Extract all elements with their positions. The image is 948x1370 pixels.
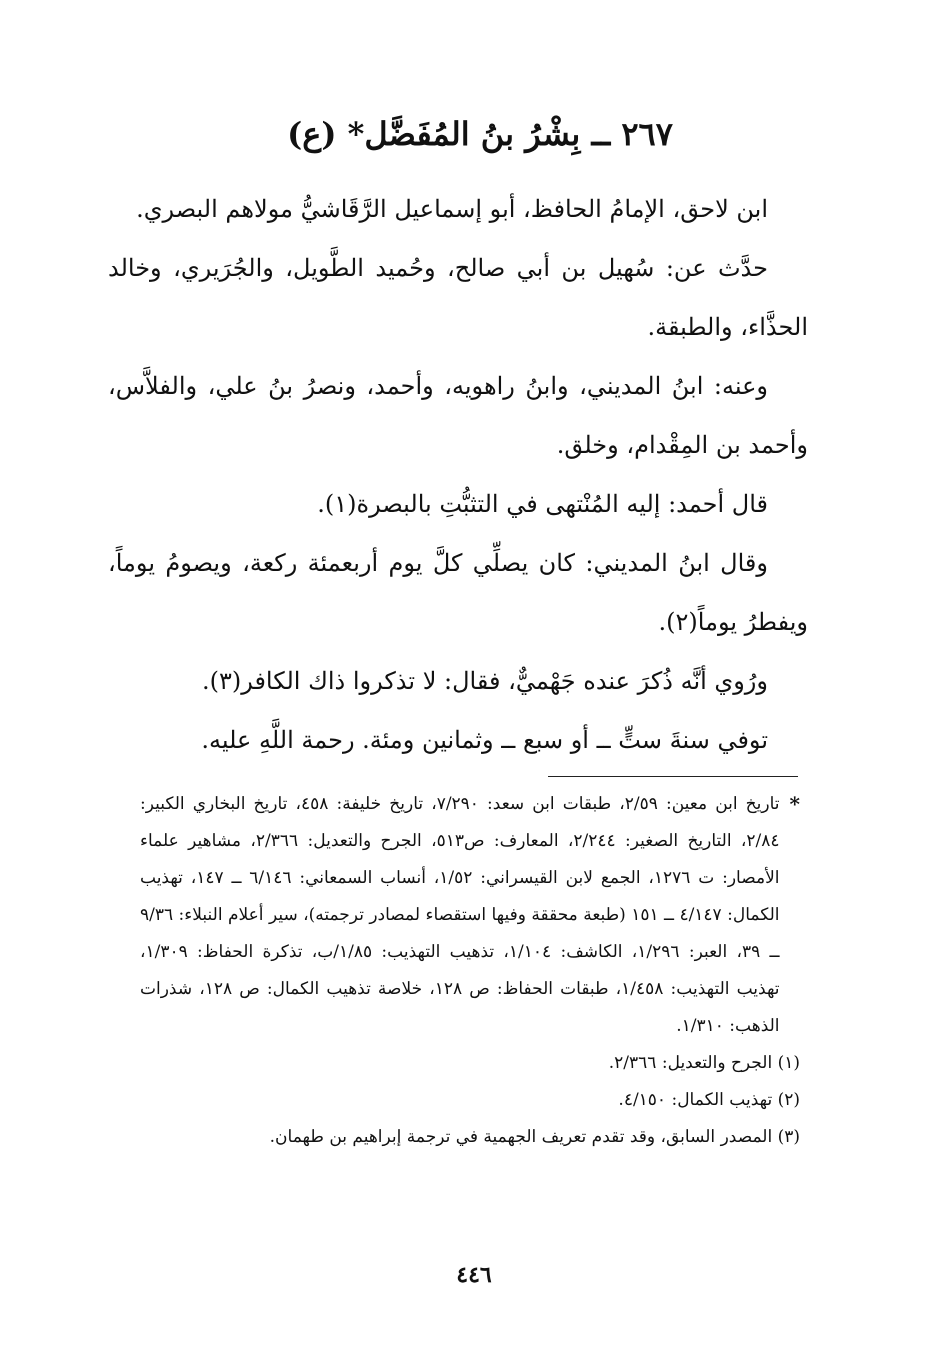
paragraph-death: توفي سنةَ ستٍّ ــ أو سبع ــ وثمانين ومئة. رحمة اللَّهِ عليه.	[201, 726, 768, 754]
paragraph-jahmi-report: ورُوي أنَّه ذُكرَ عنده جَهْميٌّ، فقال: لا تذكروا ذاك الكافر(٣).	[201, 667, 768, 695]
page-number: ٤٤٦	[456, 1262, 492, 1288]
footnotes	[140, 786, 800, 1156]
paragraph-ahmad-quote: قال أحمد: إليه المُنْتهى في التثبُّتِ بالبصرة(١).	[317, 490, 768, 518]
entry-title: ٢٦٧ ــ بِشْرُ بنُ المُفَضَّل* (ع)	[287, 115, 673, 153]
sources-text: تاريخ ابن معين: ٢/٥٩، طبقات ابن سعد: ٧/٢٩٠، تاريخ خليفة: ٤٥٨، تاريخ البخاري الكبير: ٢/٨٤، التاريخ الصغير: ٢/٢٤٤، المعارف: ص٥١٣، الجرح والتعديل: ٢/٣٦٦، مشاهير علماء الأمصار: ت ١٢٧٦، الجمع لابن القيسراني: ١/٥٢، أنساب السمعاني: ٦/١٤٦ ــ ١٤٧، تهذيب الكمال: ٤/١٤٧ ــ ١٥١ (طبعة محققة وفيها استقصاء لمصادر ترجمته)، سير أعلام النبلاء: ٩/٣٦ ــ ٣٩، العبر: ١/٢٩٦، الكاشف: ١/١٠٤، تذهيب التهذيب: ١/٨٥/ب، تذكرة الحفاظ: ١/٣٠٩، تهذيب التهذيب: ١/٤٥٨، طبقات الحفاظ: ص ١٢٨، خلاصة تذهيب الكمال: ص ١٢٨، شذرات الذهب: ١/٣١٠.	[140, 794, 780, 1036]
sources-footnote	[140, 786, 800, 1045]
footnote-3: (٣) المصدر السابق، وقد تقدم تعريف الجهمية في ترجمة إبراهيم بن طهمان.	[269, 1127, 800, 1147]
paragraph-madini-quote: وقال ابنُ المديني: كان يصلِّي كلَّ يوم أربعمئة ركعة، ويصومُ يوماً، ويفطرُ يوماً(٢).	[108, 549, 808, 636]
star-marker: *	[789, 792, 800, 816]
footnote-2: (٢) تهذيب الكمال: ٤/١٥٠.	[618, 1090, 800, 1110]
footnote-divider	[548, 776, 798, 777]
paragraph-lineage: ابن لاحق، الإمامُ الحافظ، أبو إسماعيل الرَّقَاشيُّ مولاهم البصري.	[136, 195, 768, 223]
paragraph-narrators: وعنه: ابنُ المديني، وابنُ راهويه، وأحمد، ونصرُ بنُ علي، والفلاَّس، وأحمد بن المِقْدام، وخلق.	[108, 372, 808, 459]
footnote-1: (١) الجرح والتعديل: ٢/٣٦٦.	[608, 1053, 800, 1073]
body-text	[108, 180, 808, 770]
paragraph-narrated-from: حدَّث عن: سُهيل بن أبي صالح، وحُميد الطَّويل، والجُرَيري، وخالد الحذَّاء، والطبقة.	[108, 254, 808, 341]
